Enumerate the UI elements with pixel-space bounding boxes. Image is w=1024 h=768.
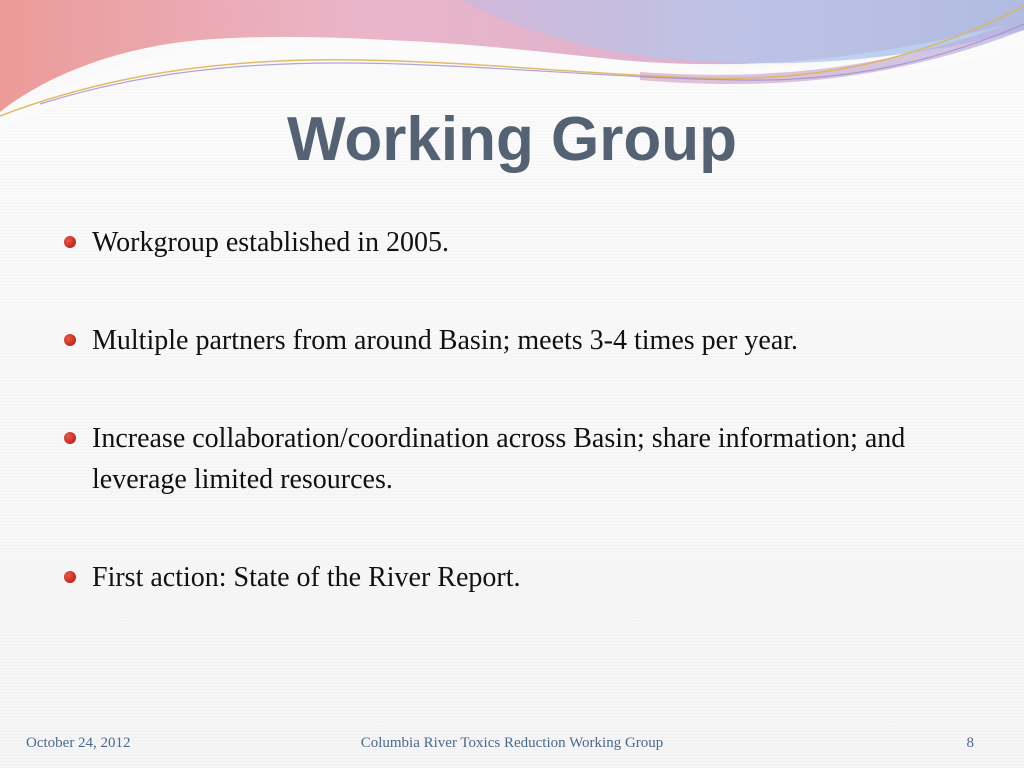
bullet-item	[62, 418, 982, 500]
red-dot-bullet-icon	[64, 432, 76, 444]
footer-organization: Columbia River Toxics Reduction Working Group	[360, 735, 664, 751]
bullet-item	[62, 557, 982, 598]
slide-title: Working Group	[286, 105, 738, 174]
bullet-list	[62, 222, 982, 598]
red-dot-bullet-icon	[64, 571, 76, 583]
bullet-text: Increase collaboration/coordination across Basin; share information; and leverage limited resources.	[92, 423, 906, 495]
footer-page-number: 8	[966, 735, 974, 751]
red-dot-bullet-icon	[64, 334, 76, 346]
bullet-item	[62, 222, 982, 263]
bullet-item	[62, 320, 982, 361]
red-dot-bullet-icon	[64, 236, 76, 248]
footer-date: October 24, 2012	[26, 735, 131, 751]
bullet-text: Multiple partners from around Basin; meets 3-4 times per year.	[92, 325, 799, 356]
bullet-text: First action: State of the River Report.	[92, 562, 521, 593]
bullet-text: Workgroup established in 2005.	[92, 227, 450, 258]
